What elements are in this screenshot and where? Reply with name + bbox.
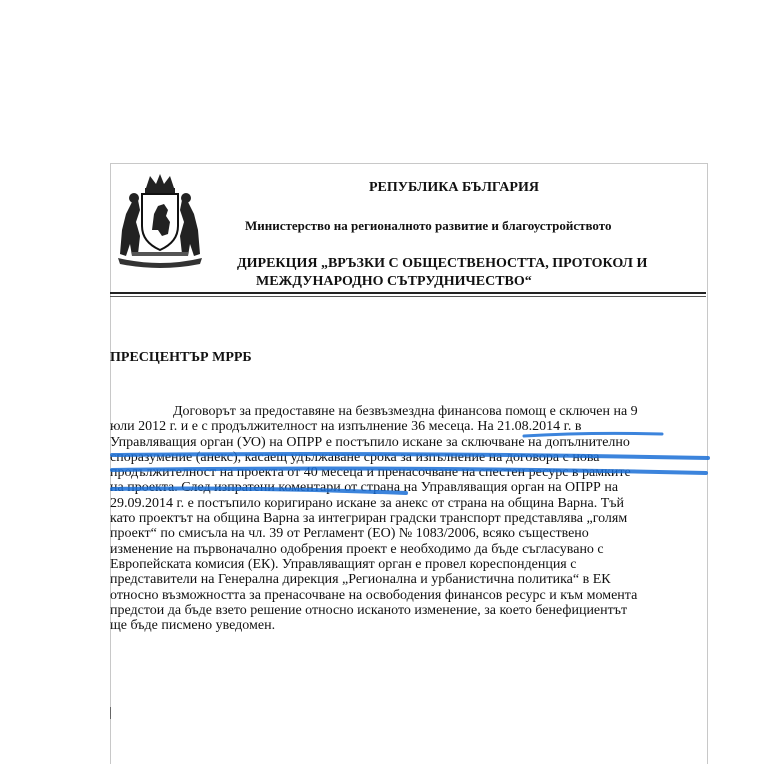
body-line: Договорът за предоставяне на безвъзмездна финансова помощ е сключен на 9 [173,404,638,419]
header-directorate-line2: МЕЖДУНАРОДНО СЪТРУДНИЧЕСТВО“ [256,274,532,289]
body-line: 29.09.2014 г. е постъпило коригирано искане за анекс от страна на община Варна. Тъй [110,495,625,511]
body-paragraph [110,404,706,633]
body-line: споразумение (анекс), касаещ удължаване срока за изпълнение на договора с нова [110,449,600,465]
body-line: юли 2012 г. и е с продължителност на изпълнение 36 месеца. На 21.08.2014 г. в [110,419,582,435]
body-line: Управляващия орган (УО) на ОПРР е постъпило искане за сключване на допълнително [110,434,630,450]
body-line: Европейската комисия (ЕК). Управляващият орган е провел кореспонденция с [110,556,577,572]
body-line: като проектът на община Варна за интегриран градски транспорт представлява „голям [110,511,628,527]
body-line: изменение на първоначално одобрения проект е необходимо да бъде съгласувано с [110,541,604,557]
text-cursor [110,707,111,719]
header-rule-thin [110,296,706,297]
header-ministry: Министерство на регионалното развитие и благоустройството [245,218,612,233]
body-line: относно възможността за пренасочване на освободения финансов ресурс и към момента [110,587,638,603]
header-republic: РЕПУБЛИКА БЪЛГАРИЯ [369,180,539,195]
body-line: проект“ по смисъла на чл. 39 от Регламент (ЕО) № 1083/2006, всяко съществено [110,526,589,542]
header-directorate-line1: ДИРЕКЦИЯ „ВРЪЗКИ С ОБЩЕСТВЕНОСТТА, ПРОТОКОЛ И [237,256,648,271]
body-line: на проекта. След изпратени коментари от страна на Управляващия орган на ОПРР на [110,480,619,496]
body-line: предстои да бъде взето решение относно исканото изменение, за което бенефициентът [110,602,628,618]
body-line: представители на Генерална дирекция „Регионална и урбанистична политика“ в ЕК [110,572,611,588]
body-line: ще бъде писмено уведомен. [110,618,276,634]
body-line: продължителност на проекта от 40 месеца и пренасочване на спестен ресурс в рамките [110,465,631,481]
header-rule-thick [110,292,706,294]
section-title: ПРЕСЦЕНТЪР МРРБ [110,350,252,365]
coat-of-arms-icon [112,170,208,270]
